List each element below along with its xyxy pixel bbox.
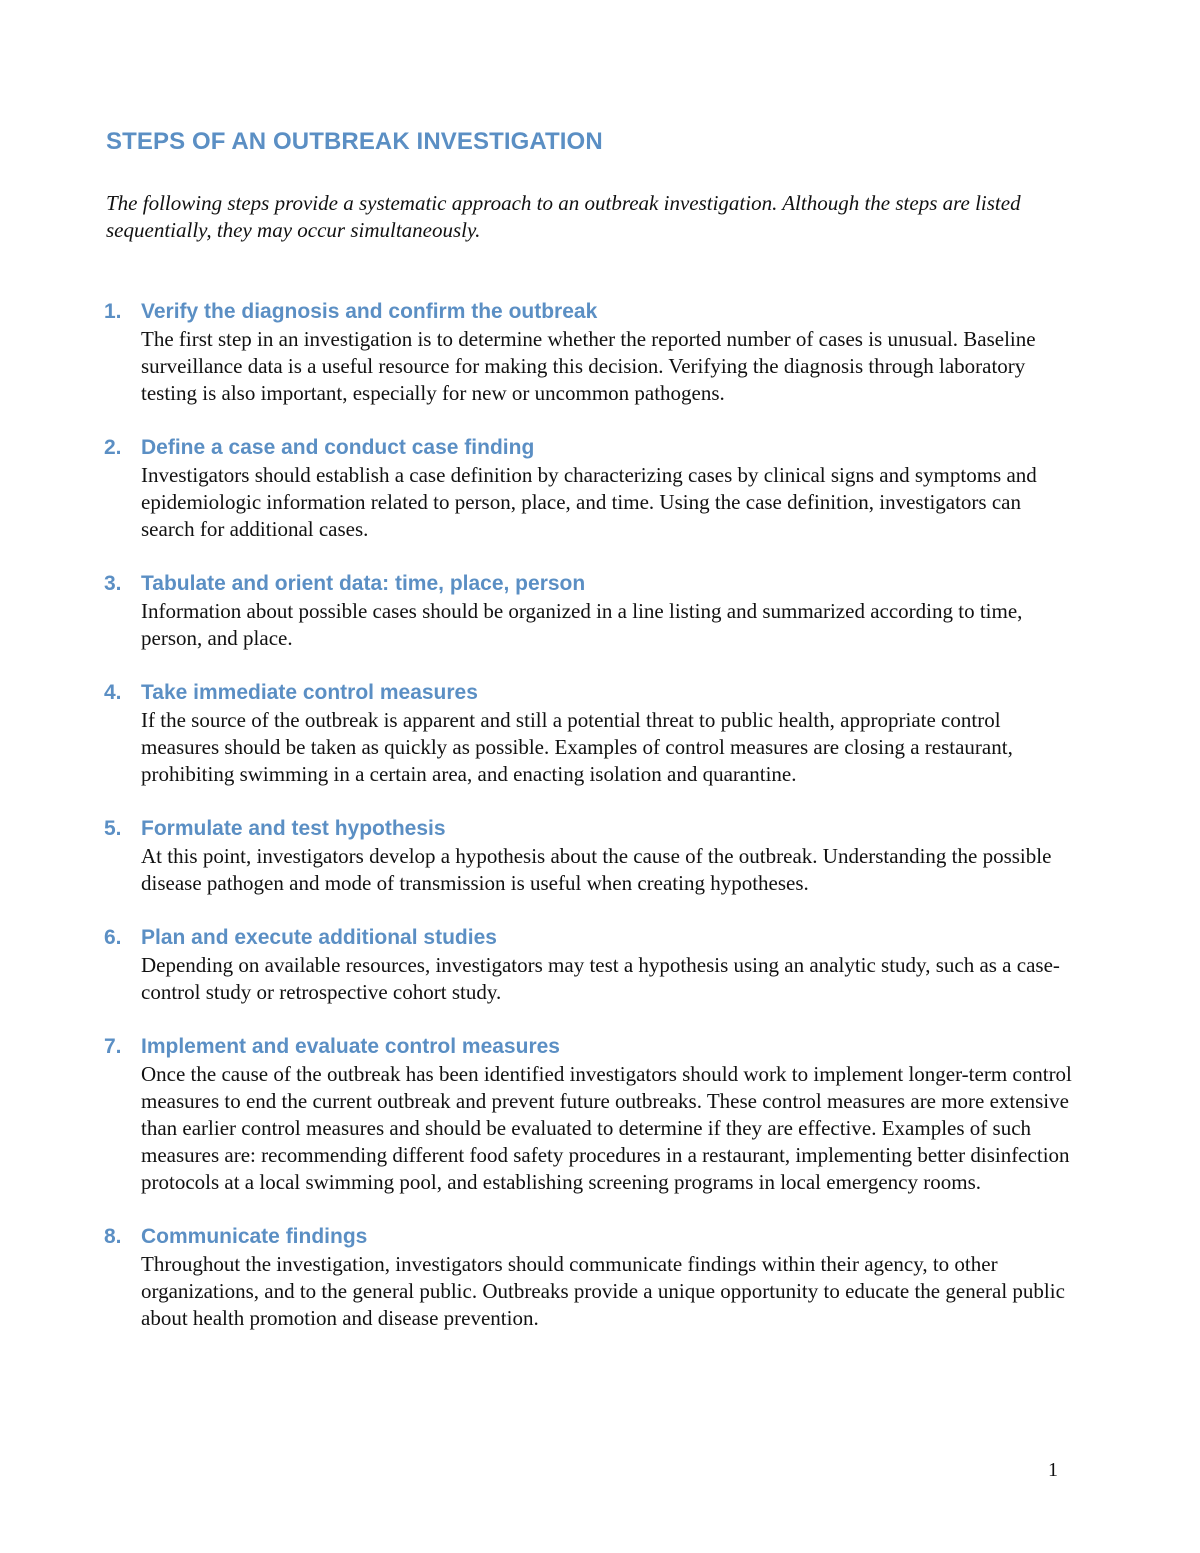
- step-body: Once the cause of the outbreak has been identified investigators should work to implement longer-term control measures to end the current outbreak and prevent future outbreaks. These control measures are more extensive than earlier control measures and should be evaluated to determine if they are effective. Examples of such measures are: recommending different food safety procedures in a restaurant, implementing better disinfection protocols at a local swimming pool, and establishing screening programs in local emergency rooms.: [141, 1062, 1072, 1194]
- step-heading: Communicate findings: [141, 1225, 368, 1248]
- step-body: Information about possible cases should be organized in a line listing and summarized according to time, person, and place.: [141, 599, 1023, 650]
- step-item: [104, 1033, 1074, 1196]
- page-number: 1: [1048, 1459, 1058, 1481]
- step-body: If the source of the outbreak is apparent and still a potential threat to public health, appropriate control measures should be taken as quickly as possible. Examples of control measures are closing a restaurant, prohibiting swimming in a certain area, and enacting isolation and quarantine.: [141, 708, 1013, 786]
- step-body: At this point, investigators develop a hypothesis about the cause of the outbreak. Understanding the possible disease pathogen and mode of transmission is useful when creating hypotheses.: [141, 844, 1052, 895]
- step-body: The first step in an investigation is to determine whether the reported number of cases is unusual. Baseline surveillance data is a useful resource for making this decision. Verifying the diagnosis through laboratory testing is also important, especially for new or uncommon pathogens.: [141, 327, 1036, 405]
- document-title: STEPS OF AN OUTBREAK INVESTIGATION: [106, 128, 603, 155]
- step-number: 1.: [104, 300, 122, 323]
- step-number: 7.: [104, 1035, 122, 1058]
- step-body: Depending on available resources, investigators may test a hypothesis using an analytic study, such as a case-control study or retrospective cohort study.: [141, 953, 1060, 1004]
- step-item: [104, 570, 1074, 652]
- step-heading: Tabulate and orient data: time, place, person: [141, 572, 586, 595]
- intro-paragraph: The following steps provide a systematic approach to an outbreak investigation. Although the steps are listed sequentially, they may occur simultaneously.: [106, 191, 1021, 242]
- step-heading: Implement and evaluate control measures: [141, 1035, 560, 1058]
- steps-list: [104, 298, 1074, 1359]
- step-number: 5.: [104, 817, 122, 840]
- step-item: [104, 924, 1074, 1006]
- step-item: [104, 1223, 1074, 1332]
- step-body: Throughout the investigation, investigators should communicate findings within their agency, to other organizations, and to the general public. Outbreaks provide a unique opportunity to educate the general public about health promotion and disease prevention.: [141, 1252, 1065, 1330]
- step-item: [104, 434, 1074, 543]
- step-number: 2.: [104, 436, 122, 459]
- step-item: [104, 298, 1074, 407]
- step-item: [104, 815, 1074, 897]
- step-number: 3.: [104, 572, 122, 595]
- step-heading: Formulate and test hypothesis: [141, 817, 446, 840]
- step-body: Investigators should establish a case definition by characterizing cases by clinical signs and symptoms and epidemiologic information related to person, place, and time. Using the case definition, investigators can search for additional cases.: [141, 463, 1037, 541]
- step-heading: Plan and execute additional studies: [141, 926, 497, 949]
- step-number: 8.: [104, 1225, 122, 1248]
- step-heading: Define a case and conduct case finding: [141, 436, 535, 459]
- step-heading: Verify the diagnosis and confirm the outbreak: [141, 300, 598, 323]
- step-item: [104, 679, 1074, 788]
- step-number: 4.: [104, 681, 122, 704]
- step-number: 6.: [104, 926, 122, 949]
- step-heading: Take immediate control measures: [141, 681, 478, 704]
